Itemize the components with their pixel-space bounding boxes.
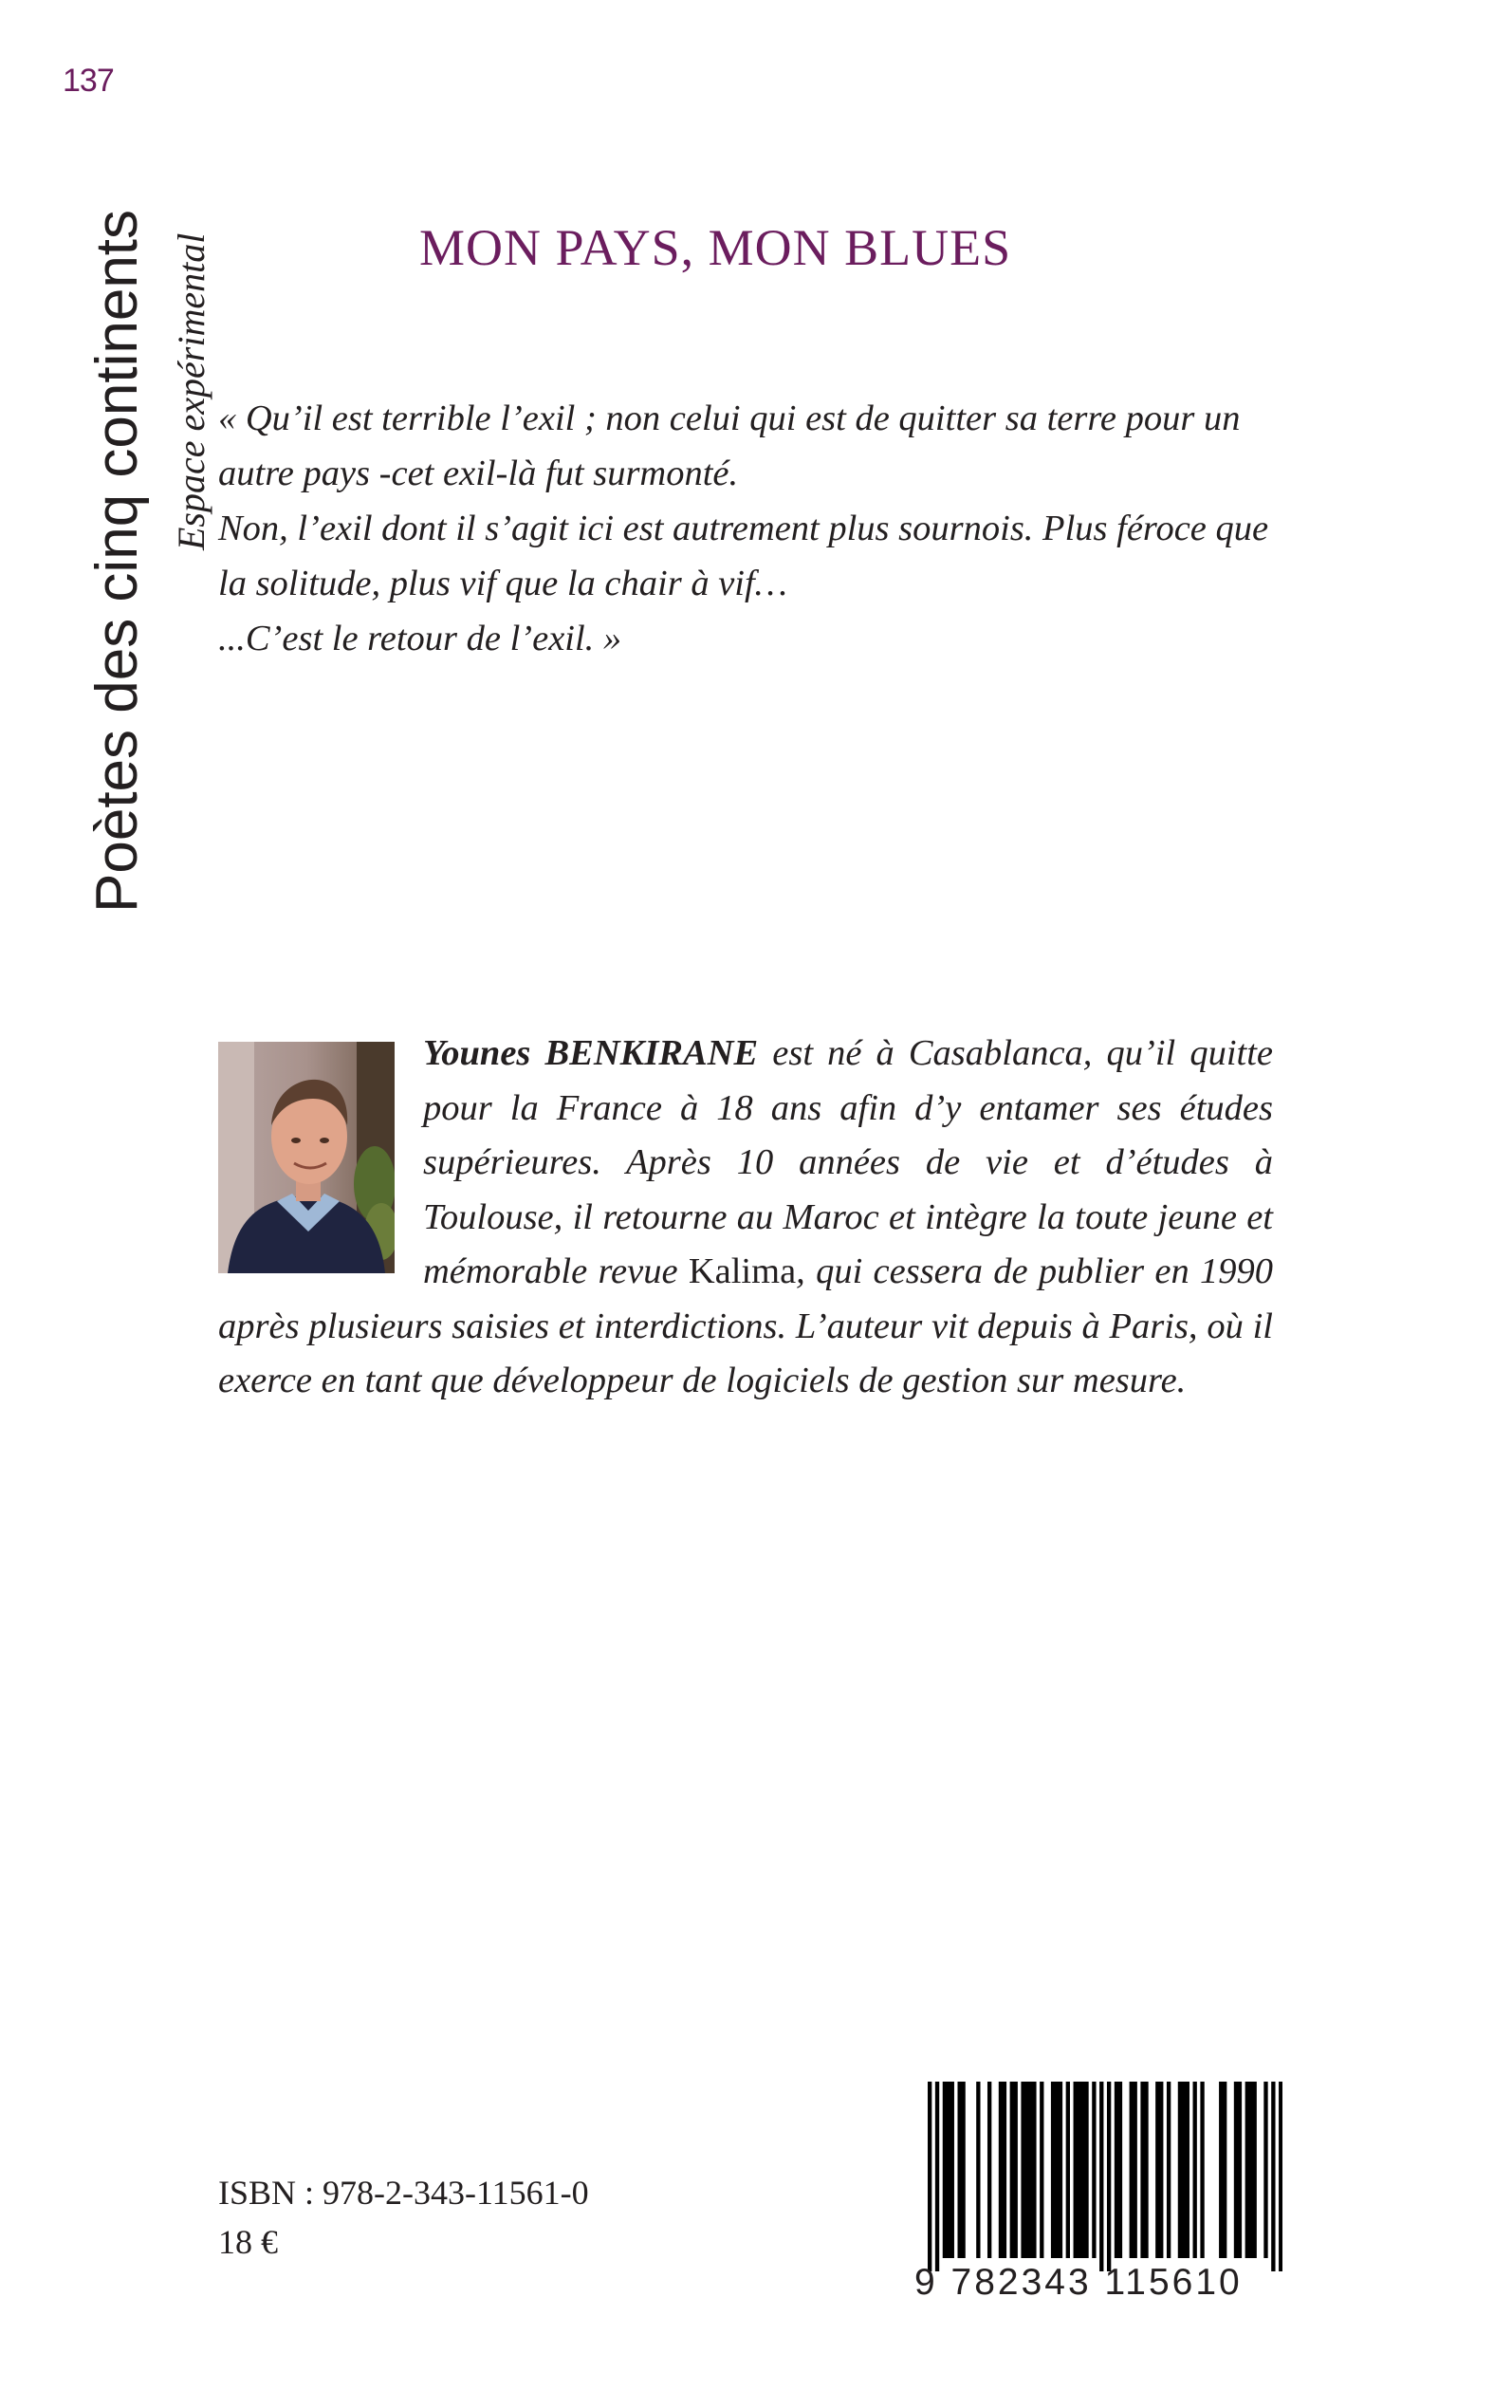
barcode-bar [1200, 2082, 1204, 2258]
book-title: MON PAYS, MON BLUES [419, 219, 1012, 276]
barcode-bar [1040, 2082, 1043, 2258]
barcode-bar [1115, 2082, 1118, 2258]
barcode-bar [1051, 2082, 1055, 2258]
barcode-bar [1130, 2082, 1134, 2258]
barcode-bar [1077, 2082, 1080, 2258]
barcode-bar [1223, 2082, 1226, 2258]
barcode-bar [1032, 2082, 1036, 2258]
barcode-bar [1003, 2082, 1006, 2258]
photo-spacer [218, 1027, 395, 1250]
barcode-bar [1084, 2082, 1088, 2258]
magazine-name: Kalima [688, 1251, 797, 1291]
barcode-bar [999, 2082, 1003, 2258]
barcode-bar [1253, 2082, 1257, 2258]
barcode-bar [1118, 2082, 1122, 2258]
barcode-bar [1178, 2082, 1182, 2258]
barcode-bar [1263, 2082, 1267, 2258]
barcode-bar [1107, 2082, 1111, 2271]
series-name: Poètes des cinq continents [84, 209, 150, 913]
barcode-bar [1238, 2082, 1242, 2258]
barcode-bar [947, 2082, 950, 2258]
barcode-bar [1080, 2082, 1084, 2258]
barcode-bar [1155, 2082, 1159, 2258]
barcode-bar [957, 2082, 961, 2258]
barcode-bar [1167, 2082, 1171, 2258]
price: 18 € [218, 2223, 278, 2261]
quote-line: ...C’est le retour de l’exil. » [218, 619, 622, 658]
barcode-bar [1099, 2082, 1103, 2271]
barcode-bar [1134, 2082, 1137, 2258]
barcode [928, 2082, 1282, 2271]
bio-text: est né à Casablanca, qu’il quitte pour la France à 18 ans afin d’y entamer ses études supérieures. Après 10 années de vie et d’études à Toulouse, il retourne au Maroc et intègre la toute jeune et mémorable revue [423, 1033, 1273, 1291]
barcode-bar [943, 2082, 947, 2258]
back-cover-quote [218, 391, 1281, 666]
barcode-bar [1021, 2082, 1024, 2258]
barcode-bar [1249, 2082, 1253, 2258]
barcode-bar [1245, 2082, 1249, 2258]
barcode-bar [1271, 2082, 1275, 2271]
barcode-bar [1182, 2082, 1186, 2258]
barcode-bar [935, 2082, 939, 2271]
barcode-bar [1279, 2082, 1282, 2271]
quote-line: « Qu’il est terrible l’exil ; non celui qui est de quitter sa terre pour un autre pays -cet exil-là fut surmonté. [218, 398, 1241, 493]
barcode-bar [1055, 2082, 1059, 2258]
barcode-bar [928, 2082, 931, 2271]
bio-text: , qui cessera de publier en 1990 après plusieurs saisies et interdictions. L’auteur vit depuis à Paris, où il exerce en tant que développeur de logiciels de gestion sur mesure. [218, 1251, 1273, 1400]
barcode-digits: 9 782343 115610 [914, 2262, 1243, 2303]
barcode-bar [1140, 2082, 1144, 2258]
barcode-bar [1219, 2082, 1223, 2258]
barcode-bar [987, 2082, 991, 2258]
barcode-bar [1193, 2082, 1197, 2258]
isbn: ISBN : 978-2-343-11561-0 [218, 2174, 589, 2212]
barcode-bar [1159, 2082, 1163, 2258]
barcode-bar [1024, 2082, 1028, 2258]
barcode-bar [950, 2082, 954, 2258]
author-name: Younes BENKIRANE [423, 1033, 759, 1073]
barcode-bar [976, 2082, 980, 2258]
barcode-bar [961, 2082, 965, 2258]
barcode-bar [1014, 2082, 1018, 2258]
barcode-bar [1010, 2082, 1014, 2258]
barcode-bar [1066, 2082, 1070, 2258]
barcode-bar [1186, 2082, 1189, 2258]
barcode-bar [1144, 2082, 1148, 2258]
author-bio [218, 1027, 1273, 1409]
quote-line: Non, l’exil dont il s’agit ici est autrement plus sournois. Plus féroce que la solitude, plus vif que la chair à vif… [218, 509, 1269, 603]
series-subtitle: Espace expérimental [170, 232, 212, 550]
barcode-bar [1028, 2082, 1032, 2258]
barcode-bar [1234, 2082, 1238, 2258]
barcode-bar [1092, 2082, 1096, 2258]
series-number: 137 [63, 63, 114, 99]
barcode-bar [1059, 2082, 1062, 2258]
barcode-bar [1074, 2082, 1078, 2258]
